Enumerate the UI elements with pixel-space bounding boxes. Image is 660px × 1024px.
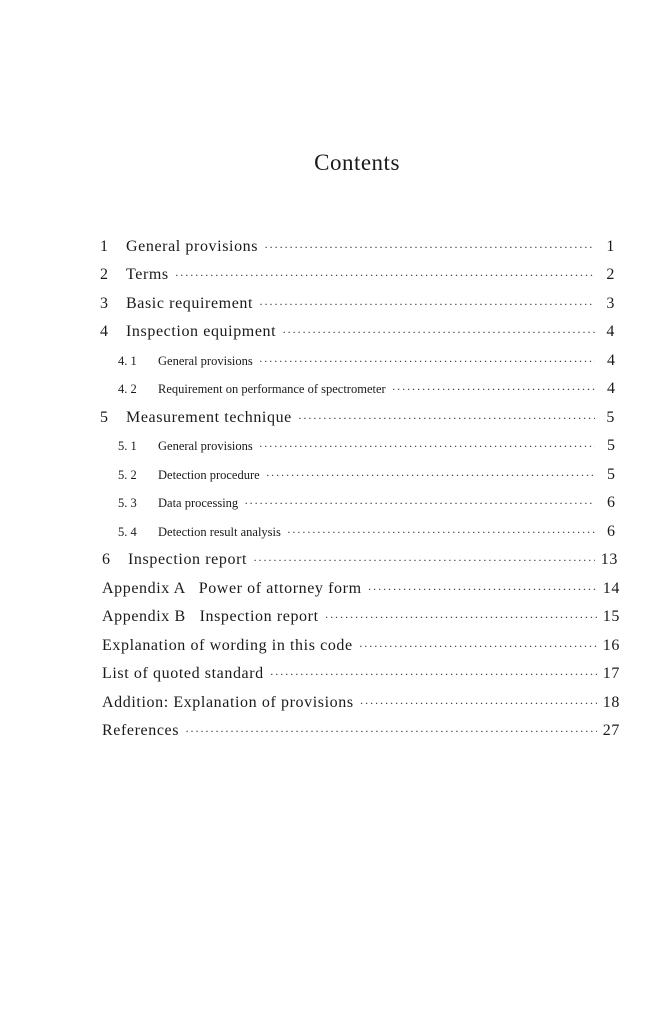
toc-leader-dots: [282, 325, 595, 340]
toc-entry-page: 14: [602, 580, 620, 597]
toc-leader-dots: [259, 439, 595, 454]
toc-entry-5-2[interactable]: [118, 466, 615, 490]
toc-entry-title: Requirement on performance of spectrometer: [158, 382, 386, 396]
toc-entry-page: 5: [607, 437, 615, 454]
toc-leader-dots: [264, 240, 595, 255]
toc-entry-page: 17: [602, 665, 620, 682]
toc-entry-number: 2: [100, 266, 109, 283]
toc-entry-inspection-report[interactable]: [102, 551, 618, 575]
toc-entry-5-1[interactable]: [118, 437, 615, 461]
toc-entry-title: References: [102, 722, 180, 739]
toc-entry-page: 4: [606, 323, 615, 340]
toc-entry-appendix-a[interactable]: [102, 580, 620, 604]
toc-entry-page: 5: [607, 466, 615, 483]
toc-entry-page: 16: [602, 637, 620, 654]
toc-leader-dots: [270, 667, 597, 682]
toc-leader-dots: [298, 411, 595, 426]
toc-leader-dots: [359, 639, 597, 654]
toc-leader-dots: [287, 525, 595, 540]
toc-leader-dots: [175, 268, 595, 283]
toc-entry-page: 13: [600, 551, 618, 568]
toc-entry-list-of-quoted-standard[interactable]: [102, 665, 620, 689]
toc-entry-title: Detection procedure: [158, 468, 260, 482]
toc-entry-title: Basic requirement: [126, 295, 254, 312]
toc-leader-dots: [244, 496, 595, 511]
toc-entry-title: Inspection report: [128, 551, 248, 568]
toc-entry-title: Detection result analysis: [158, 525, 281, 539]
toc-entry-number: 5. 2: [118, 468, 137, 482]
toc-entry-5-4[interactable]: [118, 523, 615, 547]
toc-entry-title: Addition: Explanation of provisions: [102, 694, 354, 711]
toc-entry-explanation-of-wording[interactable]: [102, 637, 620, 661]
toc-entry-page: 2: [606, 266, 615, 283]
toc-entry-number: 3: [100, 295, 109, 312]
toc-entry-references[interactable]: [102, 722, 620, 746]
toc-entry-page: 15: [602, 608, 620, 625]
toc-entry-page: 1: [606, 238, 615, 255]
toc-entry-title: Explanation of wording in this code: [102, 637, 353, 654]
toc-entry-page: 18: [602, 694, 620, 711]
toc-entry-addition[interactable]: [102, 694, 620, 718]
toc-entry-page: 27: [602, 722, 620, 739]
toc-entry-title: Inspection equipment: [126, 323, 277, 340]
toc-entry-page: 5: [606, 409, 615, 426]
toc-entry-number: 5. 4: [118, 525, 137, 539]
toc-entry-4-2[interactable]: [118, 380, 615, 404]
toc-leader-dots: [253, 553, 595, 568]
toc-entry-number: 5. 3: [118, 496, 137, 510]
toc-entry-4-1[interactable]: [118, 352, 615, 376]
toc-entry-title: Appendix B Inspection report: [102, 608, 319, 625]
toc-entry-title: Terms: [126, 266, 169, 283]
toc-entry-number: 1: [100, 238, 109, 255]
toc-leader-dots: [259, 297, 595, 312]
toc-entry-number: 6: [102, 551, 111, 568]
toc-leader-dots: [259, 354, 595, 369]
toc-entry-appendix-b[interactable]: [102, 608, 620, 632]
toc-leader-dots: [185, 724, 597, 739]
toc-leader-dots: [392, 382, 595, 397]
toc-entry-title: General provisions: [126, 238, 259, 255]
toc-entry-page: 6: [607, 523, 615, 540]
toc-entry-number: 5: [100, 409, 109, 426]
toc-entry-page: 4: [607, 380, 615, 397]
toc-entry-title: Data processing: [158, 496, 239, 510]
toc-entry-title: Appendix A Power of attorney form: [102, 580, 362, 597]
toc-entry-measurement-technique[interactable]: [100, 409, 615, 433]
toc-leader-dots: [266, 468, 595, 483]
toc-entry-number: 4: [100, 323, 109, 340]
toc-leader-dots: [368, 582, 597, 597]
toc-entry-terms[interactable]: [100, 266, 615, 290]
toc-entry-inspection-equipment[interactable]: [100, 323, 615, 347]
toc-entry-basic-requirement[interactable]: [100, 295, 615, 319]
toc-entry-page: 6: [607, 494, 615, 511]
toc-entry-page: 3: [606, 295, 615, 312]
toc-entry-page: 4: [607, 352, 615, 369]
toc-entry-number: 5. 1: [118, 439, 137, 453]
toc-entry-number: 4. 2: [118, 382, 137, 396]
toc-entry-title: List of quoted standard: [102, 665, 264, 682]
toc-leader-dots: [325, 610, 597, 625]
toc-entry-title: General provisions: [158, 354, 253, 368]
toc-entry-number: 4. 1: [118, 354, 137, 368]
toc-entry-title: Measurement technique: [126, 409, 292, 426]
toc-entry-general-provisions[interactable]: [100, 238, 615, 262]
page-title: Contents: [314, 150, 400, 175]
toc-entry-title: General provisions: [158, 439, 253, 453]
toc-entry-5-3[interactable]: [118, 494, 615, 518]
toc-leader-dots: [360, 696, 597, 711]
